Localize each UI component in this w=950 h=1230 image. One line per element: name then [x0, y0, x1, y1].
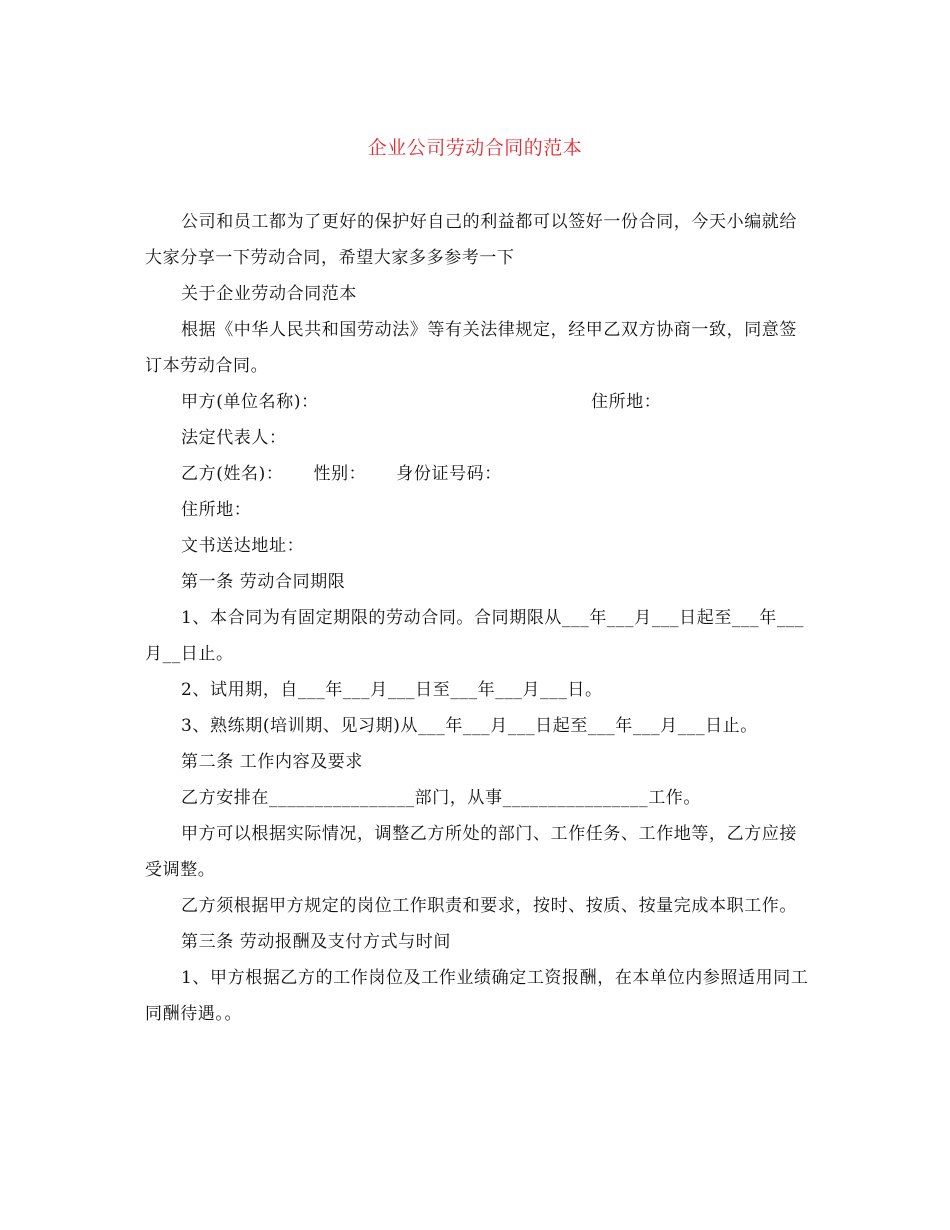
- article1-item3: 3、熟练期(培训期、见习期)从___年___月___日起至___年___月___日止。: [181, 716, 758, 736]
- subtitle-paragraph: 关于企业劳动合同范本: [181, 284, 357, 304]
- party-b-gender-label: 性别：: [313, 464, 367, 484]
- party-b-id-label: 身份证号码：: [396, 464, 502, 484]
- article3-item1: 1、甲方根据乙方的工作岗位及工作业绩确定工资报酬，在本单位内参照适用同工同酬待遇。。: [145, 968, 809, 1024]
- article3-heading: 第三条 劳动报酬及支付方式与时间: [181, 932, 452, 952]
- party-a-rep-row: [145, 420, 810, 456]
- party-b-row: [145, 456, 810, 492]
- party-b-address-row: [145, 492, 810, 528]
- article2-item2: 甲方可以根据实际情况，调整乙方所处的部门、工作任务、工作地等，乙方应接受调整。: [145, 824, 797, 880]
- party-b-mailing-label: 文书送达地址：: [181, 536, 305, 556]
- party-a-row: [145, 384, 810, 420]
- article2-item1: 乙方安排在________________部门，从事________________工作。: [181, 788, 701, 808]
- preamble-paragraph: 根据《中华人民共和国劳动法》等有关法律规定，经甲乙双方协商一致，同意签订本劳动合同。: [145, 320, 797, 376]
- party-a-address-label: 住所地：: [591, 392, 662, 412]
- document-title: 企业公司劳动合同的范本: [367, 137, 583, 159]
- party-b-mailing-row: [145, 528, 810, 564]
- article1-heading: 第一条 劳动合同期限: [181, 572, 346, 592]
- article1-item1: 1、本合同为有固定期限的劳动合同。合同期限从___年___月___日起至___年___月__日止。: [145, 608, 805, 664]
- party-a-rep-label: 法定代表人：: [181, 428, 287, 448]
- intro-paragraph: 公司和员工都为了更好的保护好自己的利益都可以签好一份合同，今天小编就给大家分享一下劳动合同，希望大家多多参考一下: [145, 212, 797, 268]
- article2-heading: 第二条 工作内容及要求: [181, 752, 364, 772]
- party-b-address-label: 住所地：: [181, 500, 252, 520]
- article2-item3: 乙方须根据甲方规定的岗位工作职责和要求，按时、按质、按量完成本职工作。: [181, 896, 797, 916]
- party-a-name-label: 甲方(单位名称)：: [181, 392, 319, 412]
- article1-item2: 2、试用期，自___年___月___日至___年___月___日。: [181, 680, 603, 700]
- party-b-name-label: 乙方(姓名)：: [181, 464, 284, 484]
- document-body: [145, 204, 810, 1032]
